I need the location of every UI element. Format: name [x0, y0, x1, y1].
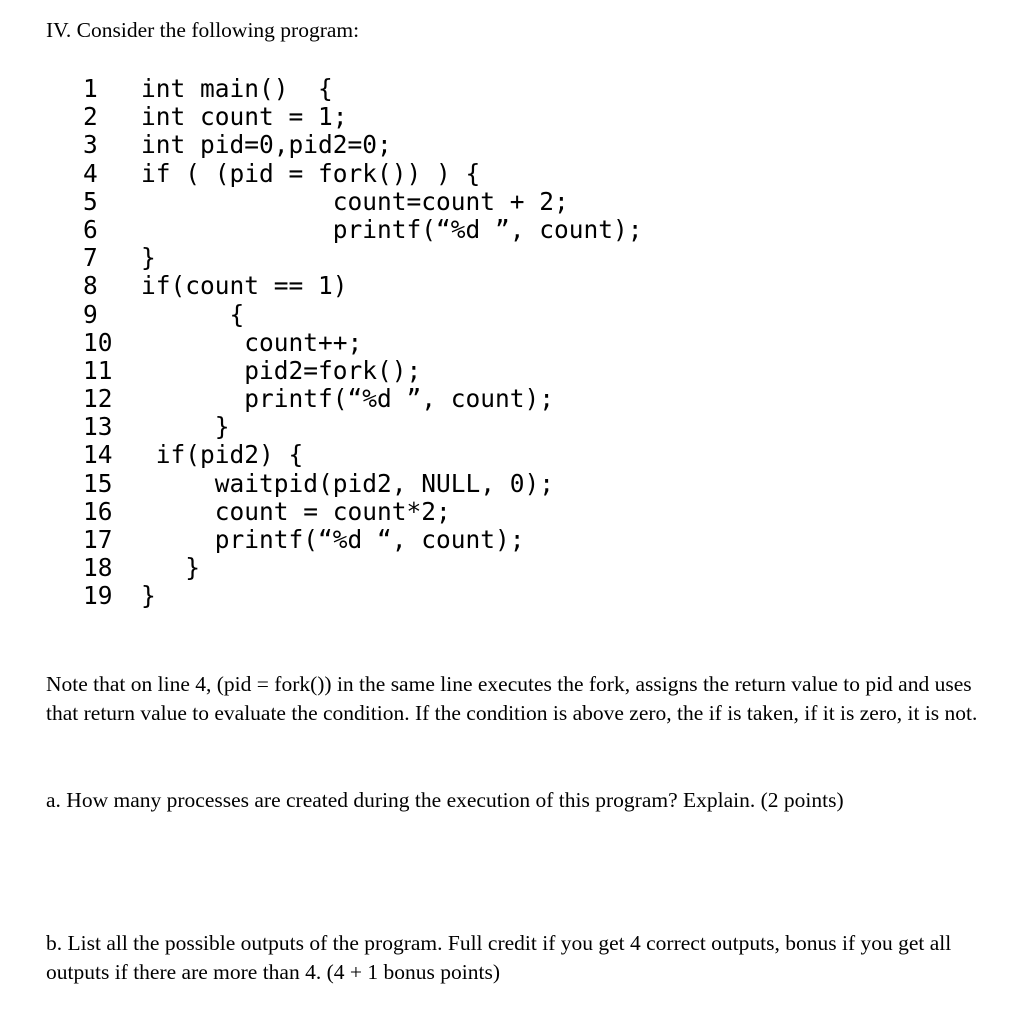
line-number: 6: [83, 214, 98, 244]
code-text: printf(“%d ”, count);: [141, 214, 643, 244]
line-number: 11: [83, 355, 113, 385]
line-number: 16: [83, 496, 113, 526]
code-text: printf(“%d “, count);: [141, 525, 525, 554]
code-text: if ( (pid = fork()) ) {: [141, 158, 481, 188]
code-line: [83, 301, 643, 329]
code-text: int count = 1;: [141, 102, 348, 132]
code-text: }: [141, 553, 201, 583]
line-number: 10: [83, 327, 113, 357]
code-line: [83, 526, 643, 554]
code-line: [83, 441, 643, 469]
code-line: [83, 272, 643, 300]
question-b: b. List all the possible outputs of the program. Full credit if you get 4 correct outputs, bonus if you get all outputs if there are more than 4. (4 + 1 bonus points): [46, 931, 952, 984]
code-line: [83, 470, 643, 498]
code-line: [83, 554, 643, 582]
code-line: [83, 188, 643, 216]
line-number: 2: [83, 102, 98, 132]
code-listing: [83, 75, 643, 611]
code-text: int main() {: [141, 74, 333, 103]
code-text: printf(“%d ”, count);: [141, 384, 555, 414]
line-number: 7: [83, 243, 98, 273]
line-number: 4: [83, 158, 98, 188]
code-text: }: [141, 243, 156, 273]
code-line: [83, 413, 643, 441]
line-number: 18: [83, 553, 113, 583]
note-paragraph: Note that on line 4, (pid = fork()) in the same line executes the fork, assigns the return value to pid and uses that return value to evaluate the condition. If the condition is above zero, the if is taken, if it is zero, it is not.: [46, 672, 978, 725]
code-text: waitpid(pid2, NULL, 0);: [141, 468, 555, 498]
line-number: 9: [83, 299, 98, 329]
code-text: if(count == 1): [141, 271, 348, 301]
line-number: 19: [83, 581, 113, 611]
code-text: int pid=0,pid2=0;: [141, 130, 392, 160]
code-line: [83, 244, 643, 272]
line-number: 12: [83, 384, 113, 414]
code-text: pid2=fork();: [141, 355, 422, 385]
code-text: }: [141, 412, 230, 442]
code-text: count = count*2;: [141, 496, 451, 526]
question-title: IV. Consider the following program:: [46, 18, 360, 42]
line-number: 15: [83, 468, 113, 498]
code-text: count=count + 2;: [141, 186, 569, 216]
code-line: [83, 216, 643, 244]
question-a: a. How many processes are created during the execution of this program? Explain. (2 points): [46, 788, 844, 812]
code-text: }: [141, 581, 156, 611]
line-number: 17: [83, 525, 113, 554]
code-line: [83, 357, 643, 385]
code-line: [83, 498, 643, 526]
code-line: [83, 103, 643, 131]
code-line: [83, 160, 643, 188]
line-number: 8: [83, 271, 98, 301]
code-line: [83, 582, 643, 610]
line-number: 5: [83, 186, 98, 216]
code-text: if(pid2) {: [141, 440, 304, 470]
line-number: 1: [83, 74, 98, 103]
code-line: [83, 329, 643, 357]
code-text: count++;: [141, 327, 363, 357]
code-line: [83, 385, 643, 413]
line-number: 13: [83, 412, 113, 442]
line-number: 3: [83, 130, 98, 160]
code-line: [83, 75, 643, 103]
code-text: {: [141, 299, 245, 329]
code-line: [83, 131, 643, 159]
line-number: 14: [83, 440, 113, 470]
